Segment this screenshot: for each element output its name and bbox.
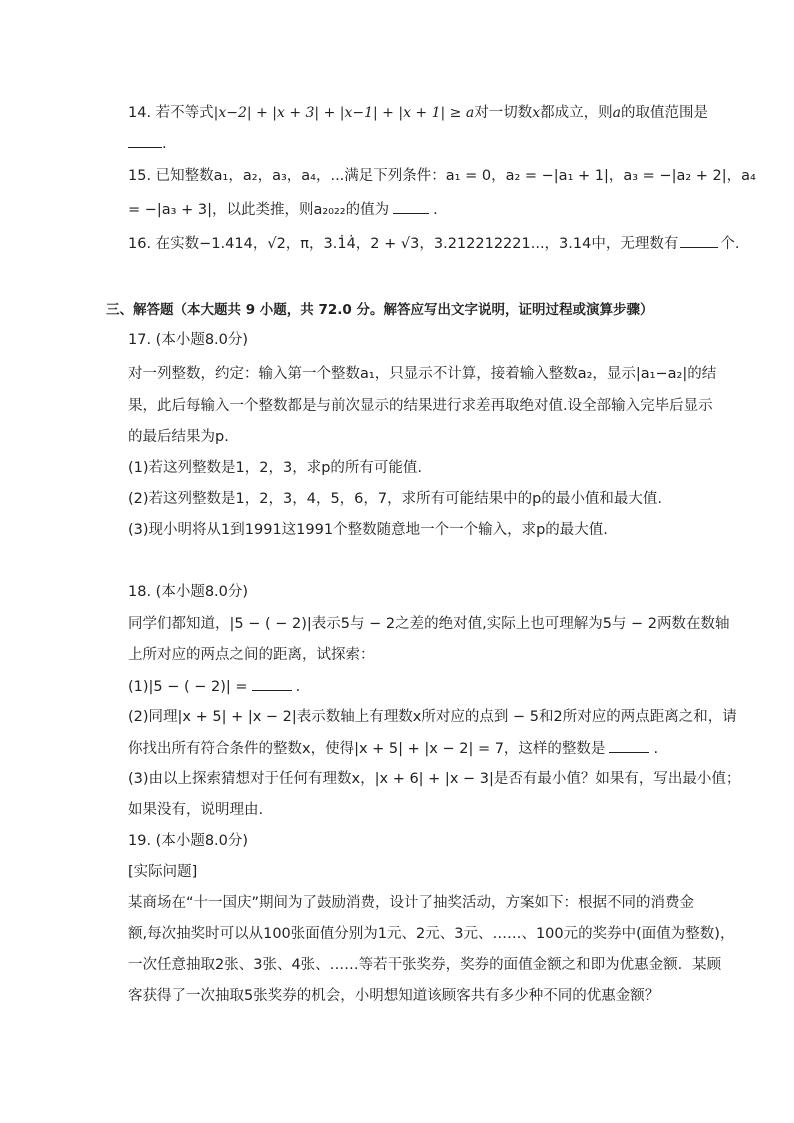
q18-header: 18. (本小题8.0分) — [128, 584, 249, 600]
q14-var-a: a — [612, 105, 621, 121]
q17-line3: 的最后结果为p. — [128, 429, 229, 445]
q19-line3: 一次任意抽取2张、3张、4张、……等若干张奖券，奖券的面值金额之和即为优惠金额．某顾 — [128, 957, 722, 973]
q14-var-x: x — [532, 105, 541, 121]
q17-part2: (2)若这列整数是1，2，3，4，5，6，7，求所有可能结果中的p的最小值和最大值. — [128, 491, 662, 507]
question-16 — [128, 233, 739, 254]
q19-line4: 客获得了一次抽取5张奖券的机会，小明想知道该顾客共有多少种不同的优惠金额？ — [128, 988, 660, 1004]
q18-part2b-wrap — [128, 738, 658, 759]
q16-number: 16. — [128, 236, 152, 252]
q16-answer-blank[interactable] — [680, 233, 718, 248]
q17-line2: 果，此后每输入一个整数都是与前次显示的结果进行求差再取绝对值.设全部输入完毕后显示 — [128, 398, 713, 414]
q18-part1-blank[interactable] — [252, 676, 292, 691]
q17-header: 17. (本小题8.0分) — [128, 332, 249, 348]
q14-mid: 对一切数 — [474, 105, 533, 121]
q18-part2-blank[interactable] — [609, 738, 649, 753]
q16-end: 个. — [720, 236, 740, 252]
q14-number: 14. — [128, 105, 152, 121]
q19-line2: 额,每次抽奖时可以从100张面值分别为1元、2元、3元、……、100元的奖券中(面值为整数)， — [128, 926, 735, 942]
q14-prefix: 若不等式 — [155, 105, 214, 121]
q15-answer-blank[interactable] — [393, 199, 429, 214]
q15-line2-wrap — [128, 199, 438, 220]
q18-part3a: (3)由以上探索猜想对于任何有理数x，|x + 6| + |x − 3|是否有最小值？如果有，写出最小值； — [128, 771, 741, 787]
question-15 — [128, 166, 756, 186]
q17-part3: (3)现小明将从1到1991这1991个整数随意地一个一个输入，求p的最大值. — [128, 522, 608, 538]
section-3-heading: 三、解答题（本大题共 9 小题，共 72.0 分。解答应写出文字说明，证明过程或演算步骤） — [106, 302, 654, 318]
q18-line1: 同学们都知道，|5 − ( − 2)|表示5与 − 2之差的绝对值,实际上也可理解为5与 − 2两数在数轴 — [128, 616, 730, 632]
q14-answer-blank[interactable] — [128, 133, 162, 148]
q17-line1: 对一列整数，约定：输入第一个整数a₁，只显示不计算，接着输入整数a₂，显示|a₁−a₂|的结 — [128, 366, 717, 382]
q18-part2-end: . — [653, 741, 659, 757]
q15-end: . — [433, 202, 438, 218]
q19-header: 19. (本小题8.0分) — [128, 833, 249, 849]
q18-part2b: 你找出所有符合条件的整数x，使得|x + 5| + |x − 2| = 7，这样的整数是 — [128, 741, 606, 757]
q19-line1: 某商场在“十一国庆”期间为了鼓励消费，设计了抽奖活动，方案如下：根据不同的消费金 — [128, 895, 695, 911]
q19-tag: [实际问题] — [128, 864, 198, 880]
q17-part1: (1)若这列整数是1，2，3，求p的所有可能值. — [128, 460, 423, 476]
q15-line1: 已知整数a₁，a₂，a₃，a₄，...满足下列条件：a₁ = 0，a₂ = −|a₁ + 1|，a₃ = −|a₂ + 2|，a₄ — [155, 168, 756, 184]
q15-line2: = −|a₃ + 3|，以此类推，则a₂₀₂₂的值为 — [128, 202, 390, 218]
q18-line2: 上所对应的两点之间的距离，试探索： — [128, 647, 375, 663]
q18-part1-end: . — [295, 679, 301, 695]
q15-number: 15. — [128, 168, 152, 184]
q14-end: . — [162, 136, 167, 152]
q18-part1-text: (1)|5 − ( − 2)| = — [128, 679, 248, 695]
q18-part1 — [128, 676, 300, 697]
q14-post: 都成立，则 — [540, 105, 613, 121]
q14-inequality: |x−2| + |x + 3| + |x−1| + |x + 1| ≥ a — [213, 105, 475, 121]
q14-answer-line — [128, 133, 167, 154]
q18-part3b: 如果没有，说明理由. — [128, 802, 264, 818]
q18-part2a: (2)同理|x + 5| + |x − 2|表示数轴上有理数x所对应的点到 − 5和2所对应的两点距离之和，请 — [128, 709, 737, 725]
question-14 — [128, 103, 708, 123]
q16-text: 在实数−1.414，√2，π，3.1̇4̇，2 + √3，3.212212221...，3.14中，无理数有 — [155, 236, 679, 252]
q14-tail: 的取值范围是 — [620, 105, 708, 121]
